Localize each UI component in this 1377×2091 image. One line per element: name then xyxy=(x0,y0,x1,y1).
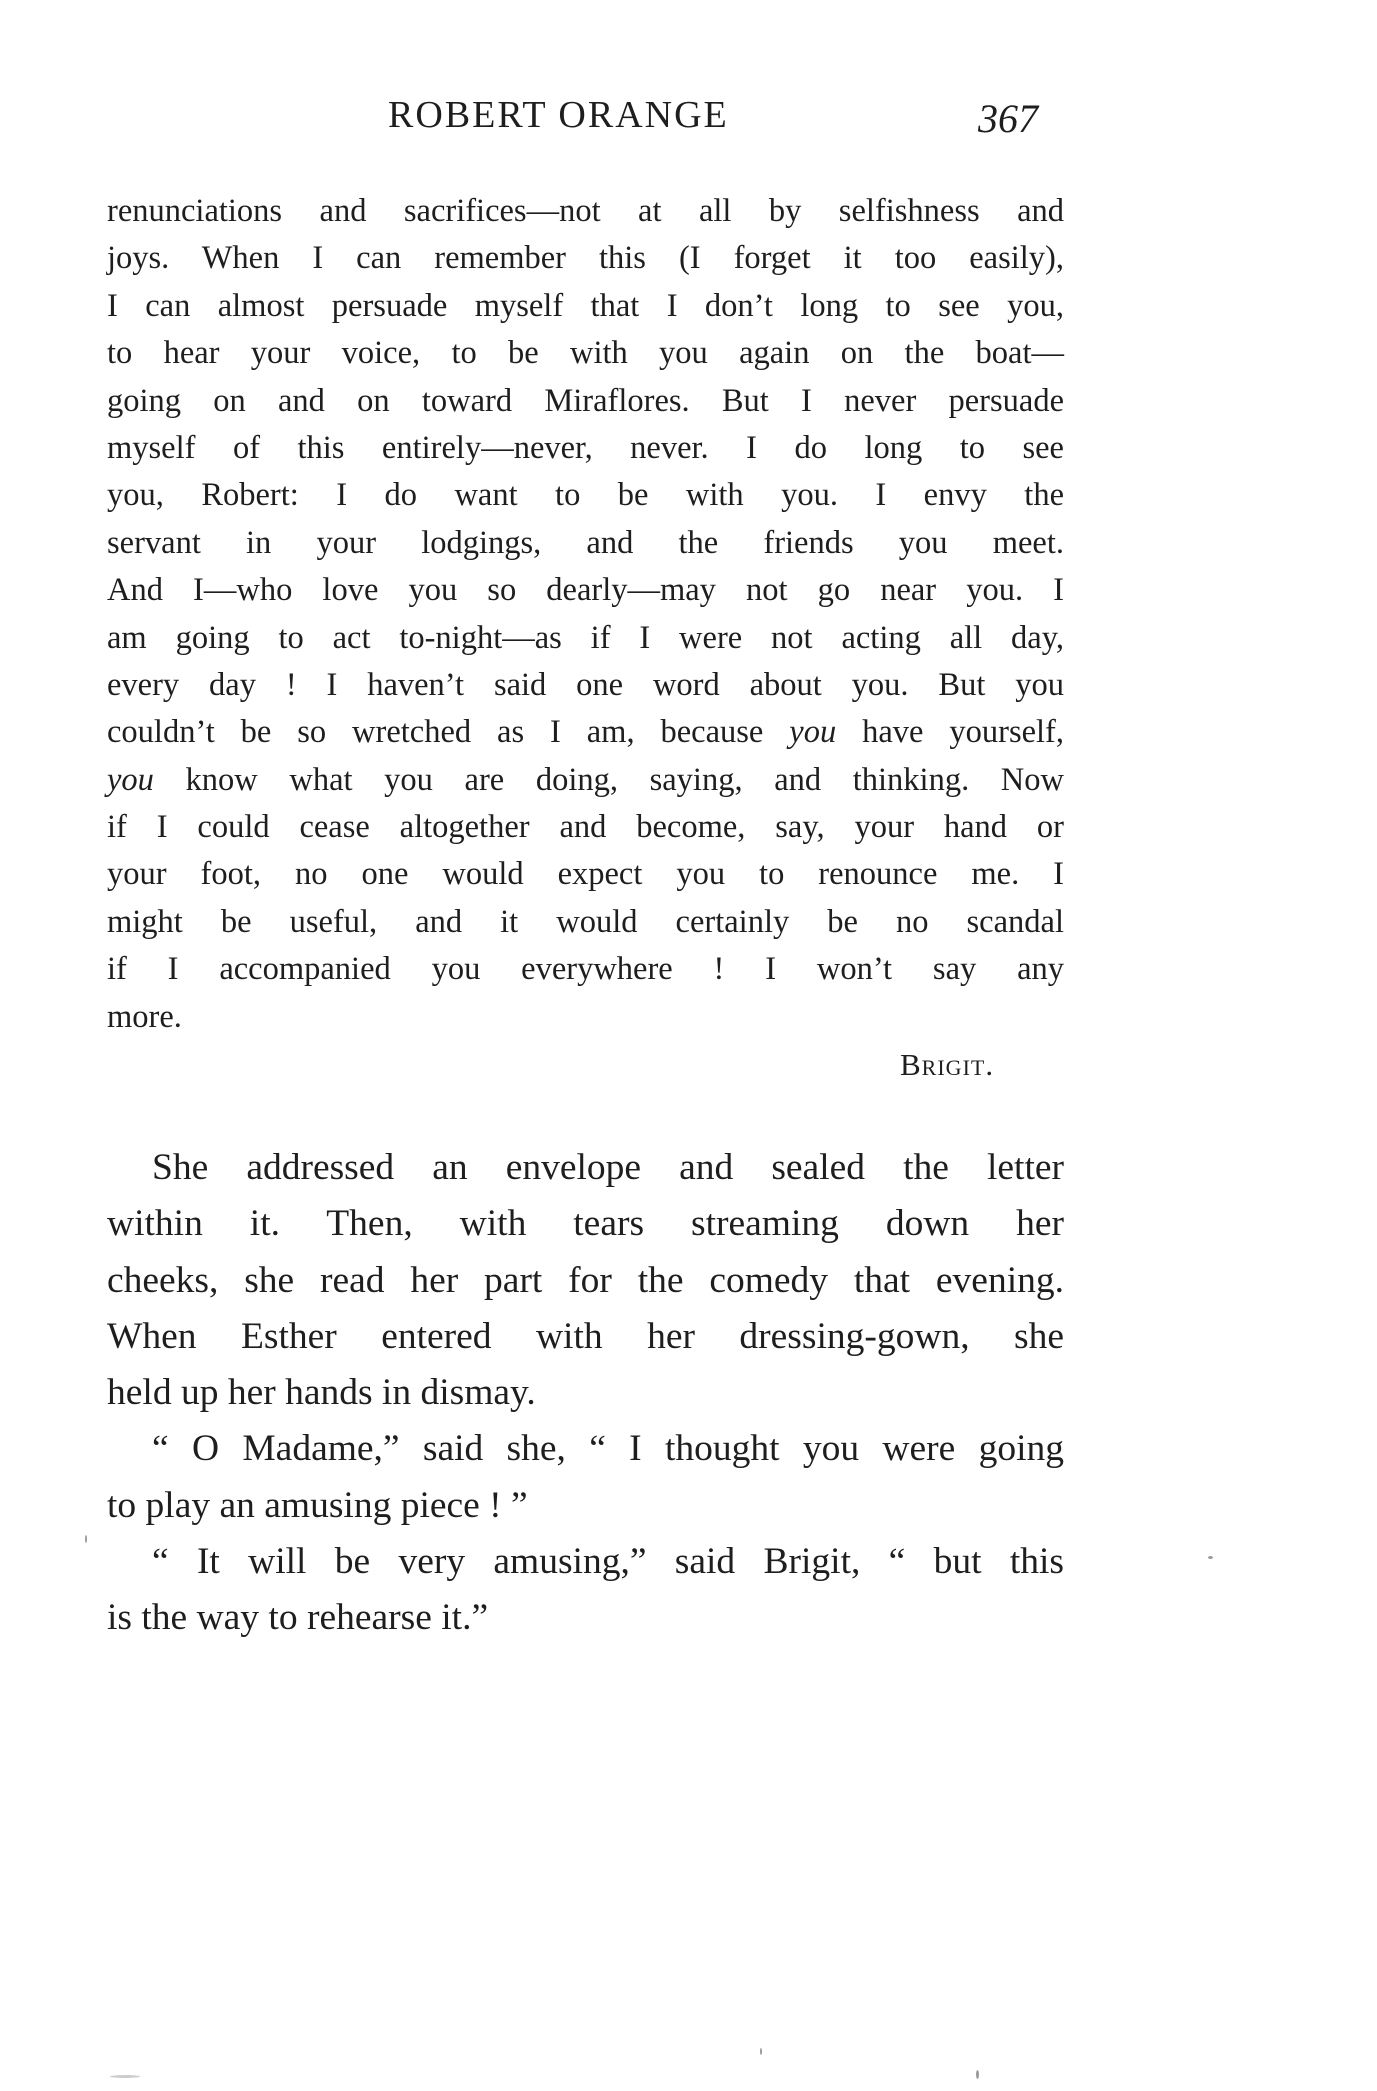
letter-line: And I—who love you so dearly—may not go near you. I xyxy=(107,572,1064,609)
letter-line: renunciations and sacrifices—not at all by selfishness and xyxy=(107,193,1064,229)
letter-signature: Brigit. xyxy=(900,1047,995,1082)
letter-line: to hear your voice, to be with you again on the boat— xyxy=(107,335,1064,372)
italic-emphasis: you xyxy=(107,761,154,798)
letter-line xyxy=(107,757,1064,804)
narrative-text xyxy=(107,1140,1064,1647)
page-header xyxy=(0,92,1377,142)
narrative-line: is the way to rehearse it.” xyxy=(107,1597,489,1639)
letter-line: more. xyxy=(107,998,182,1035)
narrative-line: within it. Then, with tears streaming down her xyxy=(107,1203,1064,1245)
page-number: 367 xyxy=(978,96,1038,141)
letter-text-run: have yourself, xyxy=(836,714,1064,751)
letter-line: might be useful, and it would certainly be no scandal xyxy=(107,903,1064,940)
paper-speck xyxy=(976,2070,979,2079)
running-head: ROBERT ORANGE xyxy=(388,94,729,136)
letter-line: am going to act to-night—as if I were not acting all day, xyxy=(107,619,1064,656)
letter-line xyxy=(107,709,1064,756)
narrative-line: to play an amusing piece ! ” xyxy=(107,1484,528,1526)
letter-text-run: couldn’t be so wretched as I am, because xyxy=(107,714,790,751)
letter-line: if I accompanied you everywhere ! I won’t say any xyxy=(107,951,1064,988)
narrative-line: She addressed an envelope and sealed the letter xyxy=(152,1147,1064,1188)
paper-speck xyxy=(110,2075,140,2078)
paper-speck xyxy=(1208,1556,1213,1559)
letter-line: servant in your lodgings, and the friends you meet. xyxy=(107,524,1064,561)
letter-line: myself of this entirely—never, never. I do long to see xyxy=(107,429,1064,466)
letter-line: every day ! I haven’t said one word about you. But you xyxy=(107,666,1064,703)
letter-line: your foot, no one would expect you to renounce me. I xyxy=(107,856,1064,893)
narrative-line: cheeks, she read her part for the comedy that evening. xyxy=(107,1259,1064,1301)
letter-text-run: know what you are doing, saying, and thinking. Now xyxy=(153,761,1064,798)
narrative-line: “ It will be very amusing,” said Brigit, “ but this xyxy=(152,1541,1064,1583)
letter-line: joys. When I can remember this (I forget it too easily), xyxy=(107,240,1064,277)
paper-speck xyxy=(85,1535,87,1543)
narrative-line: When Esther entered with her dressing-gown, she xyxy=(107,1315,1064,1357)
letter-line: if I could cease altogether and become, say, your hand or xyxy=(107,809,1064,846)
paper-speck xyxy=(760,2048,762,2055)
letter-text xyxy=(107,188,1064,1041)
narrative-line: held up her hands in dismay. xyxy=(107,1372,536,1414)
narrative-line: “ O Madame,” said she, “ I thought you were going xyxy=(152,1428,1064,1470)
letter-line: you, Robert: I do want to be with you. I envy the xyxy=(107,477,1064,514)
italic-emphasis: you xyxy=(789,714,837,751)
letter-line: going on and on toward Miraflores. But I never persuade xyxy=(107,382,1064,419)
letter-line: I can almost persuade myself that I don’t long to see you, xyxy=(107,287,1064,324)
